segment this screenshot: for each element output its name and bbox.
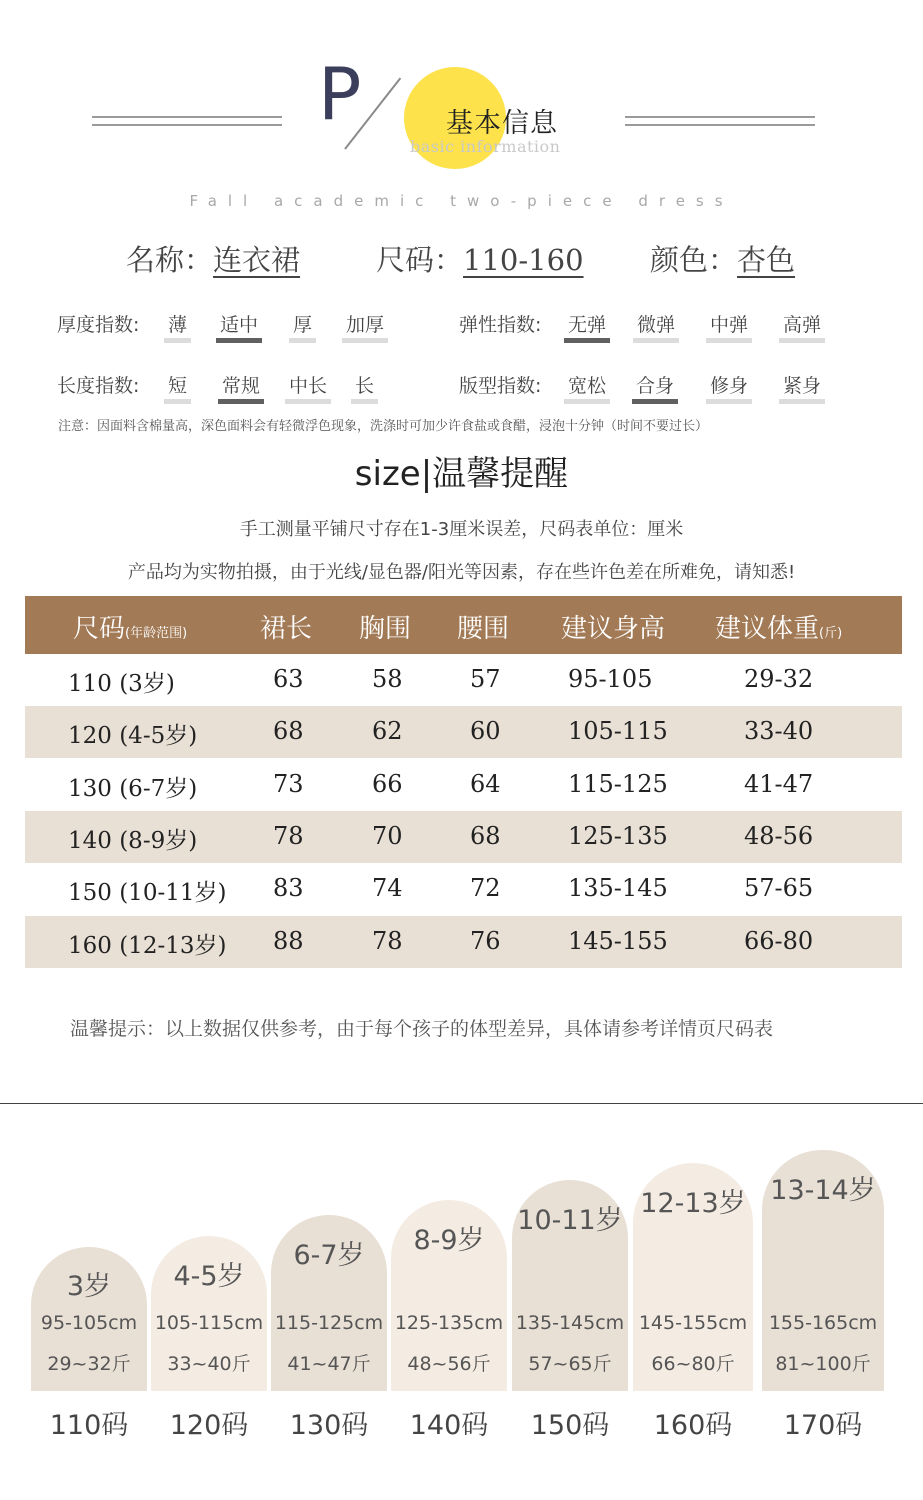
arch-height-range: 145-155cm — [638, 1312, 748, 1334]
size-arch-card — [151, 1236, 267, 1391]
table-cell: 95-105 — [568, 665, 653, 693]
header-waist: 腰围 — [457, 614, 510, 644]
arch-age: 8-9岁 — [413, 1225, 485, 1256]
fit-option: 修身 — [708, 371, 750, 398]
table-cell: 110 (3岁) — [68, 671, 175, 697]
table-cell: 62 — [372, 717, 403, 746]
size-arch-card — [762, 1150, 884, 1391]
name-value: 连衣裙 — [213, 243, 301, 277]
color-label: 颜色： — [650, 243, 738, 277]
fit-option: 紧身 — [781, 371, 823, 398]
fit-label: 版型指数: — [459, 375, 542, 397]
table-cell: 115-125 — [568, 769, 668, 798]
name-field — [126, 238, 300, 279]
section-subtitle: basic information — [410, 137, 561, 156]
header-size: 尺码(年龄范围) — [73, 614, 188, 644]
thickness-option: 加厚 — [344, 310, 386, 337]
table-cell: 60 — [470, 717, 501, 746]
size-arch-card — [633, 1163, 753, 1391]
arch-weight-range: 33~40斤 — [167, 1353, 251, 1375]
color-tip: 产品均为实物拍摄，由于光线/显色器/阳光等因素，存在些许色差在所难免，请知悉! — [127, 562, 796, 583]
size-arch-card — [31, 1247, 147, 1391]
size-code-label: 140码 — [409, 1410, 489, 1441]
table-cell: 41-47 — [744, 769, 814, 798]
table-cell: 88 — [273, 926, 304, 955]
table-cell: 160 (12-13岁) — [68, 932, 227, 959]
header-left-rule — [92, 116, 282, 126]
arch-age: 13-14岁 — [770, 1175, 876, 1206]
table-cell: 130 (6-7岁) — [68, 775, 198, 802]
arch-age: 10-11岁 — [517, 1205, 623, 1236]
table-row — [25, 759, 902, 811]
arch-height-range: 135-145cm — [515, 1312, 625, 1334]
table-cell: 68 — [273, 717, 304, 746]
size-reminder-title: size|温馨提醒 — [354, 454, 569, 494]
table-cell: 150 (10-11岁) — [68, 880, 227, 907]
header-weight: 建议体重(斤) — [715, 614, 843, 644]
table-cell: 78 — [372, 926, 403, 955]
table-cell: 57-65 — [744, 874, 814, 903]
table-cell: 66-80 — [744, 926, 814, 955]
elasticity-option: 高弹 — [781, 310, 823, 337]
size-arch-card — [271, 1215, 387, 1391]
thickness-option-selected: 适中 — [218, 310, 260, 337]
fit-option: 宽松 — [566, 371, 608, 398]
size-arch-card — [512, 1180, 628, 1391]
fit-option-selected: 合身 — [634, 371, 676, 398]
table-cell: 57 — [470, 665, 501, 693]
table-cell: 70 — [372, 821, 403, 850]
table-cell: 58 — [372, 665, 403, 693]
thickness-option: 薄 — [166, 310, 189, 337]
arch-weight-range: 57~65斤 — [528, 1353, 612, 1375]
arch-weight-range: 29~32斤 — [47, 1353, 131, 1375]
table-row — [25, 706, 902, 758]
table-cell: 83 — [273, 874, 304, 903]
arch-weight-range: 48~56斤 — [407, 1353, 491, 1375]
size-table-header — [25, 596, 902, 654]
table-cell: 125-135 — [568, 821, 668, 850]
header-right-rule — [625, 116, 815, 126]
table-cell: 140 (8-9岁) — [68, 827, 198, 854]
header-chest: 胸围 — [359, 614, 412, 644]
table-cell: 68 — [470, 821, 501, 850]
section-divider — [0, 1103, 923, 1104]
table-cell: 74 — [372, 874, 403, 903]
table-cell: 105-115 — [568, 717, 668, 746]
table-cell: 120 (4-5岁) — [68, 723, 198, 750]
arch-height-range: 95-105cm — [40, 1312, 138, 1334]
header-height: 建议身高 — [561, 614, 666, 644]
arch-height-range: 155-165cm — [768, 1312, 878, 1334]
arch-age: 3岁 — [66, 1271, 112, 1302]
table-cell: 76 — [470, 926, 501, 955]
table-row — [25, 811, 902, 863]
arch-age: 6-7岁 — [293, 1240, 365, 1271]
size-value: 110-160 — [463, 243, 584, 277]
size-code-label: 130码 — [289, 1410, 369, 1441]
table-cell: 33-40 — [744, 717, 814, 746]
arch-age: 12-13岁 — [640, 1188, 746, 1219]
arch-age: 4-5岁 — [173, 1261, 245, 1292]
table-cell: 48-56 — [744, 821, 814, 850]
table-row — [25, 863, 902, 915]
elasticity-label: 弹性指数: — [459, 314, 542, 336]
header-dress-length: 裙长 — [260, 614, 313, 644]
measurement-tip: 手工测量平铺尺寸存在1-3厘米误差，尺码表单位：厘米 — [239, 519, 684, 540]
size-arch-card — [391, 1200, 507, 1391]
table-row — [25, 654, 902, 706]
table-cell: 63 — [273, 665, 304, 693]
size-code-label: 170码 — [783, 1410, 863, 1441]
elasticity-option-selected: 无弹 — [566, 310, 608, 337]
length-label: 长度指数: — [57, 375, 140, 397]
size-code-label: 160码 — [653, 1410, 733, 1441]
arch-weight-range: 66~80斤 — [651, 1353, 735, 1375]
table-row — [25, 916, 902, 968]
length-option: 短 — [166, 371, 189, 398]
table-cell: 73 — [273, 769, 304, 798]
arch-weight-range: 81~100斤 — [775, 1353, 871, 1375]
tagline: Fall academic two-piece dress — [189, 192, 734, 210]
length-option: 长 — [353, 371, 376, 398]
care-note: 注意：因面料含棉量高，深色面料会有轻微浮色现象，洗涤时可加少许食盐或食醋，浸泡十分钟（时间不要过长） — [58, 419, 709, 434]
thickness-label: 厚度指数: — [57, 314, 140, 336]
name-label: 名称： — [126, 243, 214, 277]
length-option-selected: 常规 — [220, 371, 262, 398]
table-cell: 29-32 — [744, 665, 814, 693]
arch-height-range: 105-115cm — [154, 1312, 264, 1334]
elasticity-option: 中弹 — [708, 310, 750, 337]
table-cell: 145-155 — [568, 926, 668, 955]
color-value: 杏色 — [737, 243, 796, 277]
footnote: 温馨提示：以上数据仅供参考，由于每个孩子的体型差异，具体请参考详情页尺码表 — [70, 1018, 774, 1040]
section-title: 基本信息 — [446, 108, 558, 139]
elasticity-option: 微弹 — [635, 310, 677, 337]
table-cell: 64 — [470, 769, 501, 798]
table-cell: 66 — [372, 769, 403, 798]
p-logo-letter: P — [318, 52, 362, 136]
thickness-option: 厚 — [291, 310, 314, 337]
arch-height-range: 115-125cm — [274, 1312, 384, 1334]
table-cell: 78 — [273, 821, 304, 850]
table-cell: 72 — [470, 874, 501, 903]
size-label: 尺码： — [376, 243, 464, 277]
arch-height-range: 125-135cm — [394, 1312, 504, 1334]
arch-weight-range: 41~47斤 — [287, 1353, 371, 1375]
size-code-label: 110码 — [49, 1410, 129, 1441]
size-field — [376, 238, 584, 279]
length-option: 中长 — [287, 371, 329, 398]
table-cell: 135-145 — [568, 874, 668, 903]
size-code-label: 120码 — [169, 1410, 249, 1441]
color-field — [650, 238, 795, 279]
size-code-label: 150码 — [530, 1410, 610, 1441]
